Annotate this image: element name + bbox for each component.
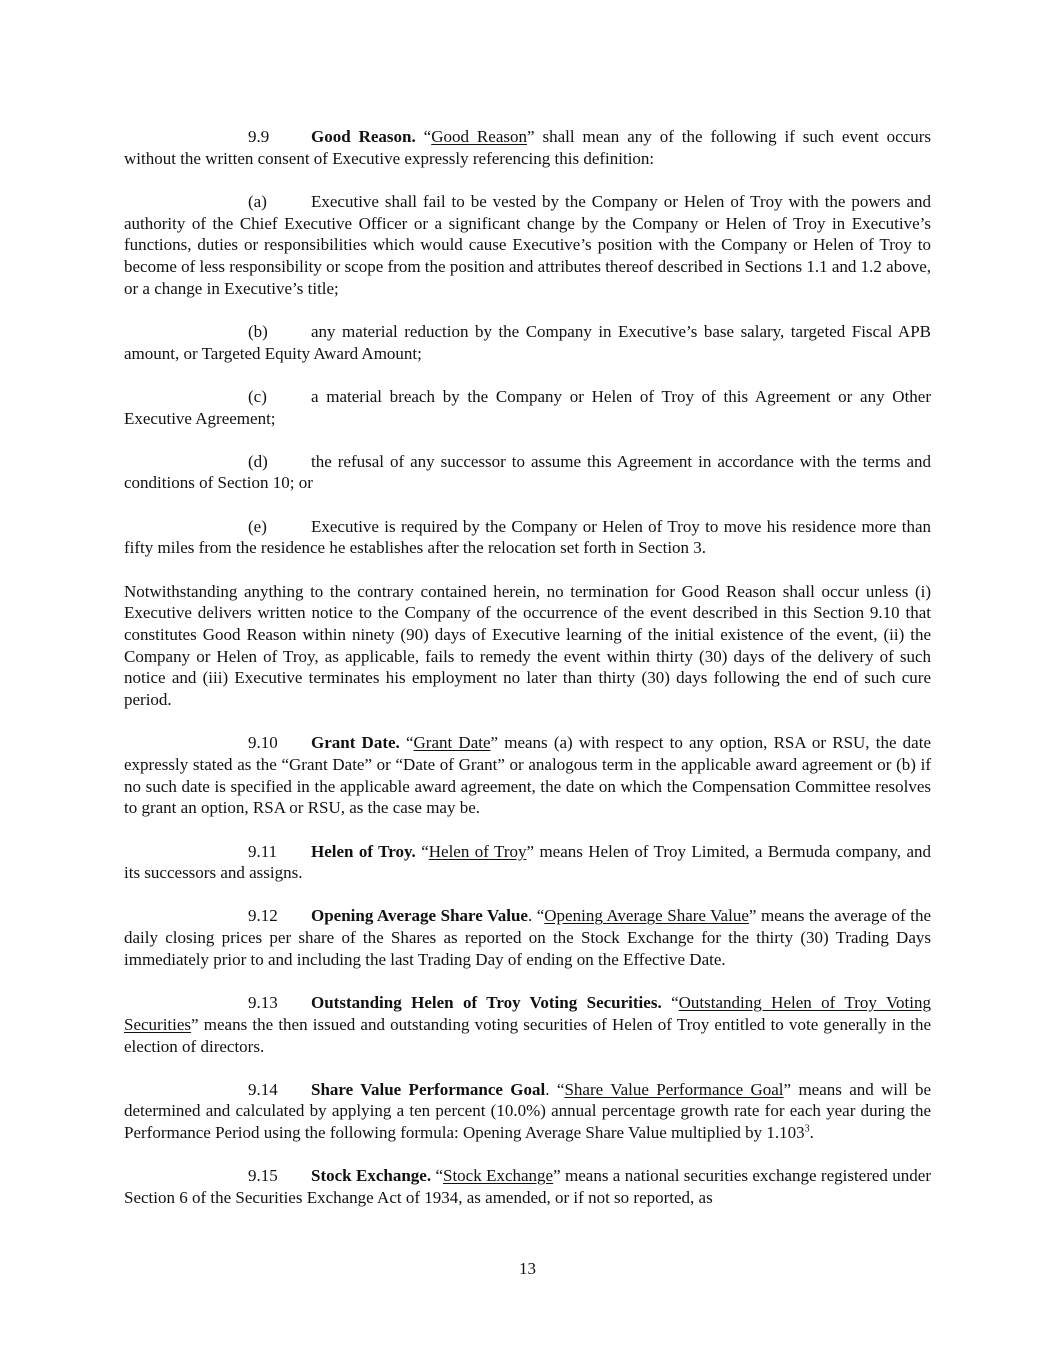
section-9-11: 9.11 Helen of Troy. “Helen of Troy” means Helen of Troy Limited, a Bermuda company, and its successors and assigns. — [124, 841, 931, 883]
section-heading: Stock Exchange. — [311, 1166, 432, 1186]
footnote-superscript: 3 — [804, 1123, 810, 1135]
clause-label: (e) — [248, 516, 267, 536]
defined-term: Good Reason — [431, 127, 527, 146]
clause-text: the refusal of any successor to assume this Agreement in accordance with the terms and conditions of Section 10; or — [124, 451, 931, 493]
clause-label: (c) — [248, 386, 267, 406]
section-heading: Grant Date. — [311, 733, 400, 753]
section-text: ” means (a) with respect to any option, RSA or RSU, the date expressly stated as the “Grant Date” or “Date of Grant” or analogous term in the applicable award agreement or (b) if no such date is specified in the applicable award agreement, the date on which the Compensation Committee resolves to grant an option, RSA or RSU, as the case may be. — [124, 733, 931, 818]
section-9-12: 9.12 Opening Average Share Value. “Opening Average Share Value” means the average of the daily closing prices per share of the Shares as reported on the Stock Exchange for the thirty (30) Trading Days immediately prior to and including the last Trading Day of ending on the Effective Date. — [124, 906, 931, 969]
section-text: ” shall mean any of the following if such event occurs without the written consent of Executive expressly referencing this definition: — [124, 127, 932, 168]
section-heading: Helen of Troy. — [311, 841, 416, 861]
section-9-9: 9.9 Good Reason. “Good Reason” shall mean any of the following if such event occurs without the written consent of Executive expressly referencing this definition: — [124, 127, 932, 168]
section-heading: Good Reason. — [311, 127, 416, 146]
section-number: 9.10 — [248, 733, 278, 753]
section-number: 9.12 — [248, 906, 278, 926]
section-text: ” means a national securities exchange registered under Section 6 of the Securities Exchange Act of 1934, as amended, or if not so reported, as — [124, 1166, 931, 1208]
document-body — [124, 126, 931, 1230]
section-9-15: 9.15 Stock Exchange. “Stock Exchange” means a national securities exchange registered under Section 6 of the Securities Exchange Act of 1934, as amended, or if not so reported, as — [124, 1166, 931, 1208]
defined-term: Outstanding Helen of Troy Voting Securities — [124, 993, 931, 1034]
clause-text: a material breach by the Company or Helen of Troy of this Agreement or any Other Executive Agreement; — [124, 386, 931, 428]
section-text: ” means Helen of Troy Limited, a Bermuda company, and its successors and assigns. — [124, 841, 931, 883]
clause-e — [124, 516, 931, 559]
clause-text: any material reduction by the Company in Executive’s base salary, targeted Fiscal APB amount, or Targeted Equity Award Amount; — [124, 321, 931, 363]
notwithstanding-paragraph: Notwithstanding anything to the contrary contained herein, no termination for Good Reason shall occur unless (i) Executive delivers written notice to the Company of the occurrence of the event described in this Section 9.10 that constitutes Good Reason within ninety (90) days of Executive learning of the initial existence of the event, (ii) the Company or Helen of Troy, as applicable, fails to remedy the event within thirty (30) days of the delivery of such notice and (iii) Executive terminates his employment no later than thirty (30) days following the end of such cure period. — [124, 581, 931, 710]
clause-c — [124, 386, 931, 429]
defined-term: Grant Date — [413, 733, 491, 753]
section-9-14: 9.14 Share Value Performance Goal. “Share Value Performance Goal” means and will be determined and calculated by applying a ten percent (10.0%) annual percentage growth rate for each year during the Performance Period using the following formula: Opening Average Share Value multiplied by 1.103$^3$. — [124, 1079, 932, 1143]
page-number: 13 — [519, 1259, 536, 1278]
section-text: ” means and will be determined and calculated by applying a ten percent (10.0%) annual percentage growth rate for each year during the Performance Period using the following formula: Opening Average Share Value multiplied by 1.103 — [124, 1079, 932, 1143]
clause-d — [124, 451, 931, 494]
section-9-10: 9.10 Grant Date. “Grant Date” means (a) with respect to any option, RSA or RSU, the date expressly stated as the “Grant Date” or “Date of Grant” or analogous term in the applicable award agreement or (b) if no such date is specified in the applicable award agreement, the date on which the Compensation Committee resolves to grant an option, RSA or RSU, as the case may be. — [124, 733, 931, 818]
section-number: 9.11 — [248, 841, 278, 861]
section-number: 9.13 — [248, 993, 278, 1013]
defined-term: Helen of Troy — [428, 841, 527, 861]
clause-label: (b) — [248, 321, 268, 341]
section-text: ” means the average of the daily closing prices per share of the Shares as reported on the Stock Exchange for the thirty (30) Trading Days immediately prior to and including the last Trading Day of ending on the Effective Date. — [124, 906, 931, 969]
section-heading: Opening Average Share Value — [311, 906, 528, 926]
clause-a — [124, 191, 931, 300]
section-text: ” means the then issued and outstanding voting securities of Helen of Troy entitled to vote generally in the election of directors. — [124, 1014, 931, 1056]
clause-label: (a) — [248, 191, 267, 211]
section-number: 9.14 — [248, 1079, 278, 1099]
defined-term: Share Value Performance Goal — [564, 1079, 784, 1099]
section-9-13: 9.13 Outstanding Helen of Troy Voting Securities. “Outstanding Helen of Troy Voting Securities” means the then issued and outstanding voting securities of Helen of Troy entitled to vote generally in the election of directors. — [124, 993, 931, 1056]
defined-term: Stock Exchange — [442, 1166, 554, 1186]
defined-term: Opening Average Share Value — [544, 906, 749, 926]
clause-text: Executive shall fail to be vested by the Company or Helen of Troy with the powers and authority of the Chief Executive Officer or a significant change by the Company or Helen of Troy in Executive’s functions, duties or responsibilities which would cause Executive’s position with the Company or Helen of Troy to become of less responsibility or scope from the position and attributes thereof described in Sections 1.1 and 1.2 above, or a change in Executive’s title; — [124, 191, 931, 298]
clause-label: (d) — [248, 451, 268, 471]
clause-b — [124, 321, 931, 364]
clause-text: Executive is required by the Company or Helen of Troy to move his residence more than fifty miles from the residence he establishes after the relocation set forth in Section 3. — [124, 516, 931, 558]
section-heading: Share Value Performance Goal — [311, 1079, 546, 1099]
section-heading: Outstanding Helen of Troy Voting Securities. — [311, 993, 662, 1013]
section-number: 9.15 — [248, 1166, 278, 1186]
section-number: 9.9 — [248, 127, 270, 146]
